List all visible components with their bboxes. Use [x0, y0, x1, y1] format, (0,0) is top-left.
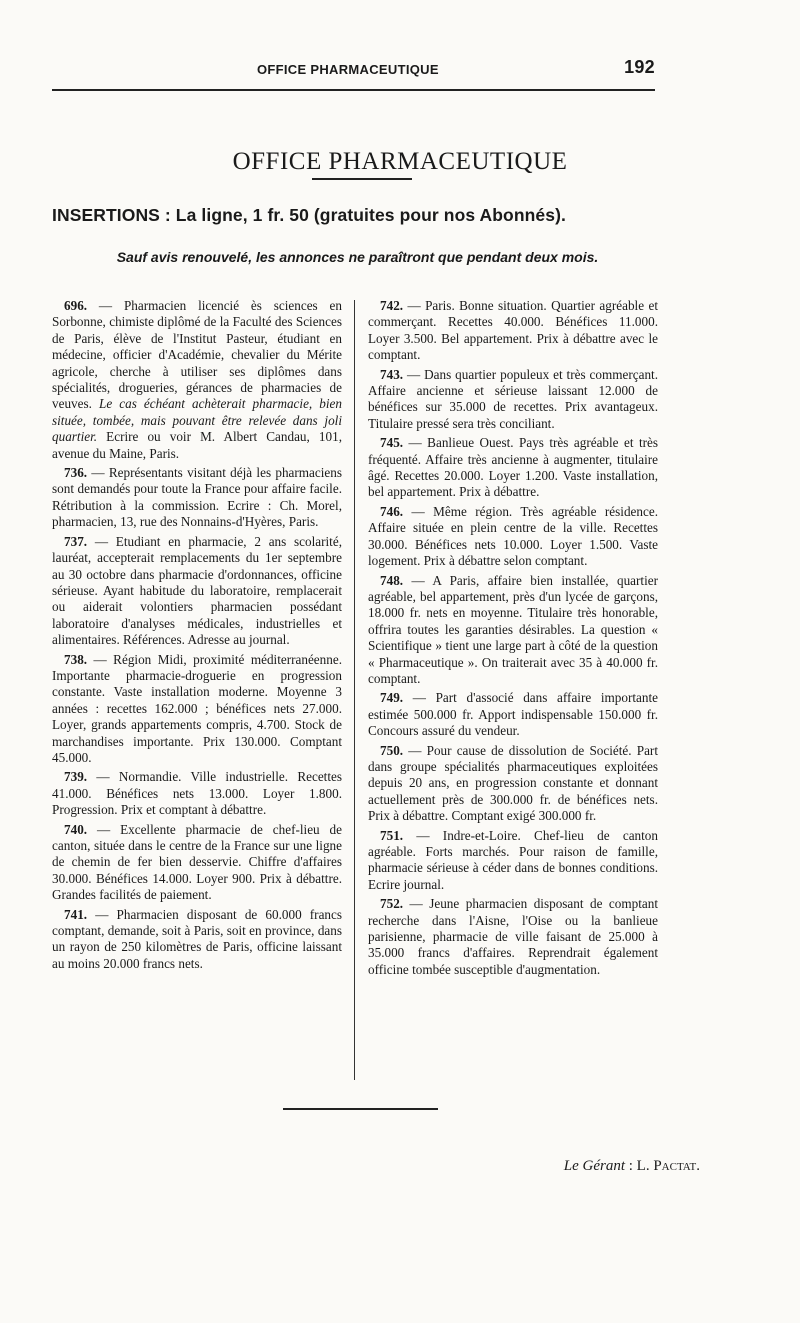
ad-item — [52, 822, 342, 904]
ad-item — [368, 298, 658, 364]
running-head — [52, 57, 655, 83]
ad-item — [368, 896, 658, 978]
ad-text: — Normandie. Ville industrielle. Recettes 41.000. Bénéfices nets 13.000. Loyer 1.800. Progression. Prix et comptant à débattre. — [52, 769, 342, 818]
header-rule — [52, 89, 655, 91]
ad-item — [52, 907, 342, 973]
footer-rule — [283, 1108, 438, 1110]
ad-number: 743. — [380, 366, 404, 382]
ad-number: 742. — [380, 298, 404, 313]
signature-name: L. Pactat. — [636, 1158, 700, 1174]
ad-number: 751. — [380, 827, 404, 843]
ad-text: — Pour cause de dissolution de Société. Part dans groupe spécialités pharmaceutiques exploitées depuis 20 ans, en progression constante et donnant actuellement près de 300.000 fr. de bénéfices nets. Prix à débattre. Comptant exigé 300.000 fr. — [368, 742, 658, 824]
insertions-rates: INSERTIONS : La ligne, 1 fr. 50 (gratuites pour nos Abonnés). — [52, 205, 566, 225]
ad-number: 736. — [64, 465, 88, 481]
ad-item — [52, 534, 342, 649]
ad-text: — Même région. Très agréable résidence. Affaire située en plein centre de la ville. Recettes 30.000. Bénéfices nets 10.000. Loyer 1.500. Vaste logement. Prix à débattre selon comptant. — [368, 503, 658, 569]
notice-text: Sauf avis renouvelé, les annonces ne paraîtront que pendant deux mois. — [116, 249, 599, 265]
ad-text-tail: Ecrire ou voir M. Albert Candau, 101, avenue du Maine, Paris. — [52, 429, 342, 461]
ad-text: — Région Midi, proximité méditerranéenne. Importante pharmacie-droguerie en progression constante. Vaste installation moderne. Moyenne 3 années : recettes 162.000 ; bénéfices nets 27.000. Loyer, grands appartements compris, 4.700. Stock de marchandises importante. Prix 130.000. Comptant 45.000. — [52, 651, 342, 765]
page-title: OFFICE PHARMACEUTIQUE — [232, 147, 568, 175]
signature-role: Le Gérant — [563, 1158, 625, 1174]
ad-text: — Indre-et-Loire. Chef-lieu de canton agréable. Forts marchés. Pour raison de famille, pharmacie sérieuse à céder dans de bonnes conditions. Ecrire journal. — [368, 827, 658, 892]
ad-number: 740. — [64, 821, 88, 837]
ad-number: 696. — [64, 298, 88, 313]
signature — [564, 1158, 700, 1175]
ad-text: — Pharmacien disposant de 60.000 francs comptant, demande, soit à Paris, soit en province, dans un rayon de 250 kilomètres de Paris, officine laissant au moins 20.000 francs nets. — [52, 906, 342, 971]
ad-text: — Etudiant en pharmacie, 2 ans scolarité, lauréat, accepterait remplacements du 1er septembre au 30 octobre dans pharmacie d'ordonnances, officine sérieuse. Ayant habitude du laboratoire, remplacerait ou aiderait volontiers pharmacien possédant laboratoire d'analyses médicales, industrielles et alimentaires. Références. Adresse au journal. — [52, 533, 342, 648]
ad-text: — Pharmacien licencié ès sciences en Sorbonne, chimiste diplômé de la Faculté des Sciences de Paris, élève de l'Institut Pasteur, étudiant en médecine, officier d'Académie, chevalier du Mérite agricole, cherche à utiliser ses diplômes dans spécialités, drogueries, gérances de pharmacies de veuves. — [52, 298, 342, 412]
ad-number: 739. — [64, 769, 88, 785]
ad-item — [368, 743, 658, 825]
page-number: 192 — [624, 57, 655, 77]
ad-number: 741. — [64, 906, 88, 922]
ad-text: — Paris. Bonne situation. Quartier agréable et commerçant. Recettes 40.000. Bénéfices 11.000. Loyer 3.500. Bel appartement. Prix à débattre avec le comptant. — [368, 298, 658, 363]
ad-item — [52, 298, 342, 462]
ad-text: — Représentants visitant déjà les pharmaciens sont demandés pour toute la France pour affaire facile. Rétribution à la commission. Ecrire : Ch. Morel, pharmacien, 13, rue des Nonnains-d'Hyères, Paris. — [52, 465, 342, 530]
column-divider — [354, 300, 355, 1080]
ad-item — [52, 465, 342, 531]
ad-number: 752. — [380, 896, 404, 912]
ad-item — [368, 573, 658, 688]
running-head-title: OFFICE PHARMACEUTIQUE — [257, 62, 439, 77]
ad-number: 738. — [64, 651, 88, 667]
ads-column-right — [368, 298, 658, 981]
ads-column-left — [52, 298, 342, 975]
ad-item — [368, 504, 658, 570]
ad-item — [368, 367, 658, 433]
signature-separator: : — [625, 1158, 637, 1174]
ad-text: — Dans quartier populeux et très commerçant. Affaire ancienne et sérieuse laissant 12.000 de bénéfices sur 35.000 de recettes. Prix avantageux. Titulaire pressé sera très conciliant. — [368, 366, 658, 431]
ad-item — [368, 690, 658, 739]
ad-number: 737. — [64, 533, 88, 549]
ad-number: 745. — [380, 435, 404, 451]
ad-text: — Part d'associé dans affaire importante estimée 500.000 fr. Apport indispensable 150.000 fr. Concours assuré du vendeur. — [368, 690, 658, 739]
ad-text: — Excellente pharmacie de chef-lieu de canton, située dans le centre de la France sur une ligne de chemin de fer bien desservie. Chiffre d'affaires 30.000. Bénéfices 14.000. Loyer 900. Prix à débattre. Grandes facilités de paiement. — [52, 821, 342, 903]
ad-number: 750. — [380, 742, 404, 758]
ad-number: 749. — [380, 690, 404, 706]
ad-item — [368, 828, 658, 894]
ad-item — [368, 435, 658, 501]
ad-number: 746. — [380, 503, 404, 519]
ad-text-italic: Le cas échéant achèterait pharmacie, bien située, tombée, mais pouvant être relevée dans joli quartier. — [52, 396, 343, 445]
ad-text: — Jeune pharmacien disposant de comptant recherche dans l'Aisne, l'Oise ou la banlieue parisienne, pharmacie de ville faisant de 25.000 à 35.000 francs d'affaires. Reprendrait également officine tombée susceptible d'augmentation. — [368, 896, 658, 977]
ad-number: 748. — [380, 572, 404, 588]
ad-item — [52, 652, 342, 767]
ad-text: — Banlieue Ouest. Pays très agréable et très fréquenté. Affaire très ancienne à augmenter, titulaire âgé. Recettes 20.000. Loyer 1.200. Vaste installation, bel appartement. Prix à débattre. — [368, 435, 658, 500]
title-rule — [312, 178, 412, 180]
ad-item — [52, 769, 342, 818]
ad-text: — A Paris, affaire bien installée, quartier agréable, bel appartement, près d'un lycée de garçons, 18.000 fr. nets en moyenne. Titulaire très honorable, offrira toutes les garanties désirables. La question « Scientifique » tient une large part à côté de la question « Pharmaceutique ». On traiterait avec 35 à 40.000 fr. comptant. — [368, 572, 658, 686]
